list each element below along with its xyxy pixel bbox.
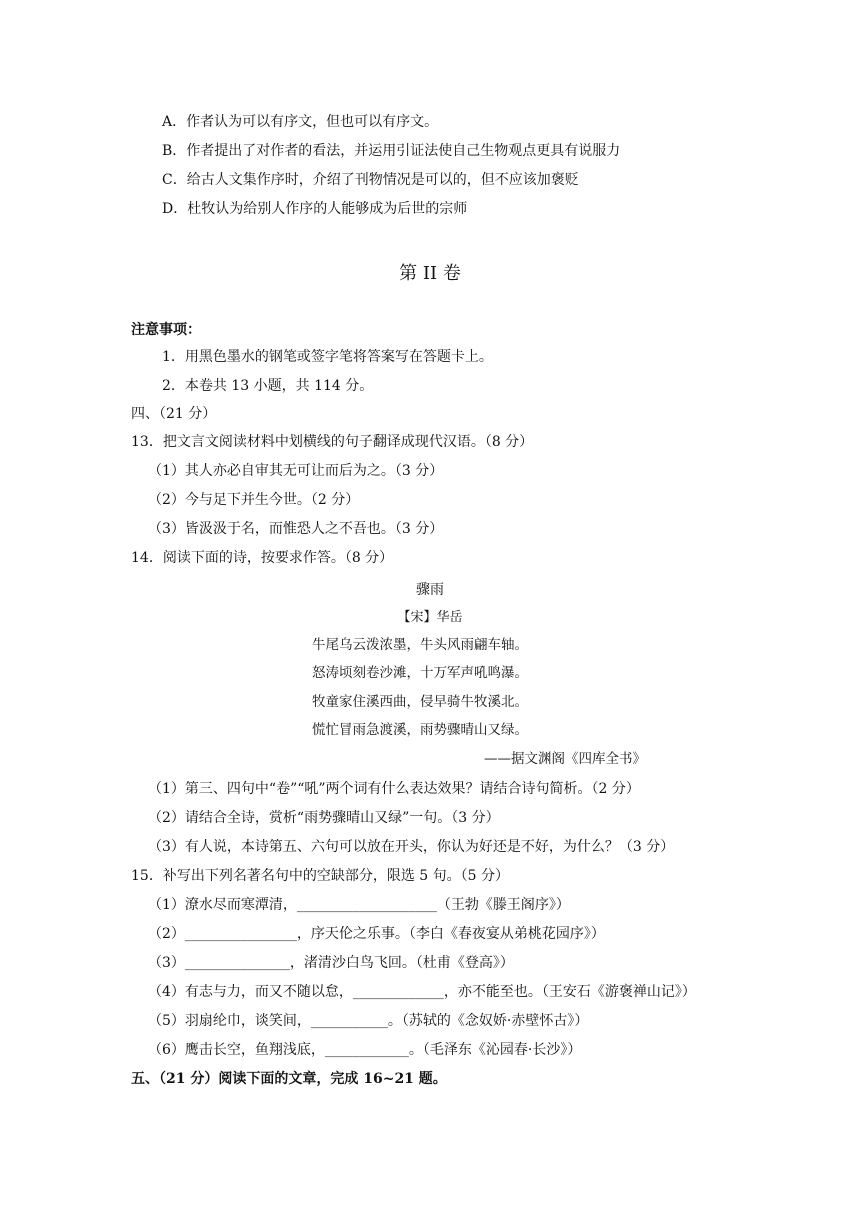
- option-b: B．作者提出了对作者的看法，并运用引证法使自己生物观点更具有说服力: [162, 143, 621, 159]
- poem-source: ——据文渊阁《四库全书》: [484, 751, 646, 767]
- note-item: 2．本卷共 13 小题，共 114 分。: [162, 378, 374, 394]
- q13-item: （2）今与足下并生今世。（2 分）: [148, 492, 360, 508]
- q15-stem: 15．补写出下列名著名句中的空缺部分，限选 5 句。（5 分）: [131, 868, 509, 884]
- q13-item: （1）其人亦必自审其无可让而后为之。（3 分）: [148, 463, 444, 479]
- part4-heading: 四、（21 分）: [131, 406, 217, 422]
- q14-stem: 14．阅读下面的诗，按要求作答。（8 分）: [131, 550, 394, 566]
- q15-item: （5）羽扇纶巾，谈笑间，___________。（苏轼的《念奴娇·赤壁怀古》）: [148, 1013, 589, 1029]
- q15-item: （1）潦水尽而寒潭清，____________________（王勃《滕王阁序》）: [148, 897, 570, 913]
- poem-line: 牧童家住溪西曲，侵早骑牛牧溪北。: [312, 694, 528, 710]
- q13-stem: 13．把文言文阅读材料中划横线的句子翻译成现代汉语。（8 分）: [131, 434, 534, 450]
- q15-item: （2）________________，序天伦之乐事。（李白《春夜宴从弟桃花园序》）: [148, 926, 605, 942]
- q15-item: （3）_______________，渚清沙白鸟飞回。（杜甫《登高》）: [148, 955, 514, 971]
- notes-heading: 注意事项：: [131, 322, 201, 338]
- poem-author: 【宋】华岳: [397, 610, 463, 625]
- option-c: C．给古人文集作序时，介绍了刊物情况是可以的，但不应该加褒贬: [162, 172, 579, 188]
- q14-item: （1）第三、四句中“卷”“吼”两个词有什么表达效果？请结合诗句简析。（2 分）: [148, 781, 640, 797]
- q13-item: （3）皆汲汲于名，而惟恐人之不吾也。（3 分）: [148, 521, 444, 537]
- poem-title: 骤雨: [416, 582, 444, 598]
- q14-item: （3）有人说，本诗第五、六句可以放在开头，你认为好还是不好，为什么？（3 分）: [148, 839, 675, 855]
- poem-line: 慌忙冒雨急渡溪，雨势骤晴山又绿。: [312, 722, 528, 738]
- q14-item: （2）请结合全诗，赏析“雨势骤晴山又绿”一句。（3 分）: [148, 810, 500, 826]
- section-title: 第 II 卷: [399, 263, 461, 284]
- option-a: A．作者认为可以有序文，但也可以有序文。: [162, 114, 439, 130]
- poem-line: 怒涛顷刻卷沙滩，十万军声吼鸣瀑。: [312, 665, 528, 681]
- q15-item: （6）鹰击长空，鱼翔浅底，____________。（毛泽东《沁园春·长沙》）: [148, 1042, 582, 1058]
- note-item: 1．用黑色墨水的钢笔或签字笔将答案写在答题卡上。: [162, 349, 493, 365]
- poem-line: 牛尾乌云泼浓墨，牛头风雨翩车轴。: [312, 637, 528, 653]
- q15-item: （4）有志与力，而又不随以怠，_____________，亦不能至也。（王安石《游褒禅山记》）: [148, 984, 696, 1000]
- part5-heading: 五、（21 分）阅读下面的文章，完成 16~21 题。: [131, 1071, 447, 1087]
- option-d: D．杜牧认为给别人作序的人能够成为后世的宗师: [162, 201, 468, 217]
